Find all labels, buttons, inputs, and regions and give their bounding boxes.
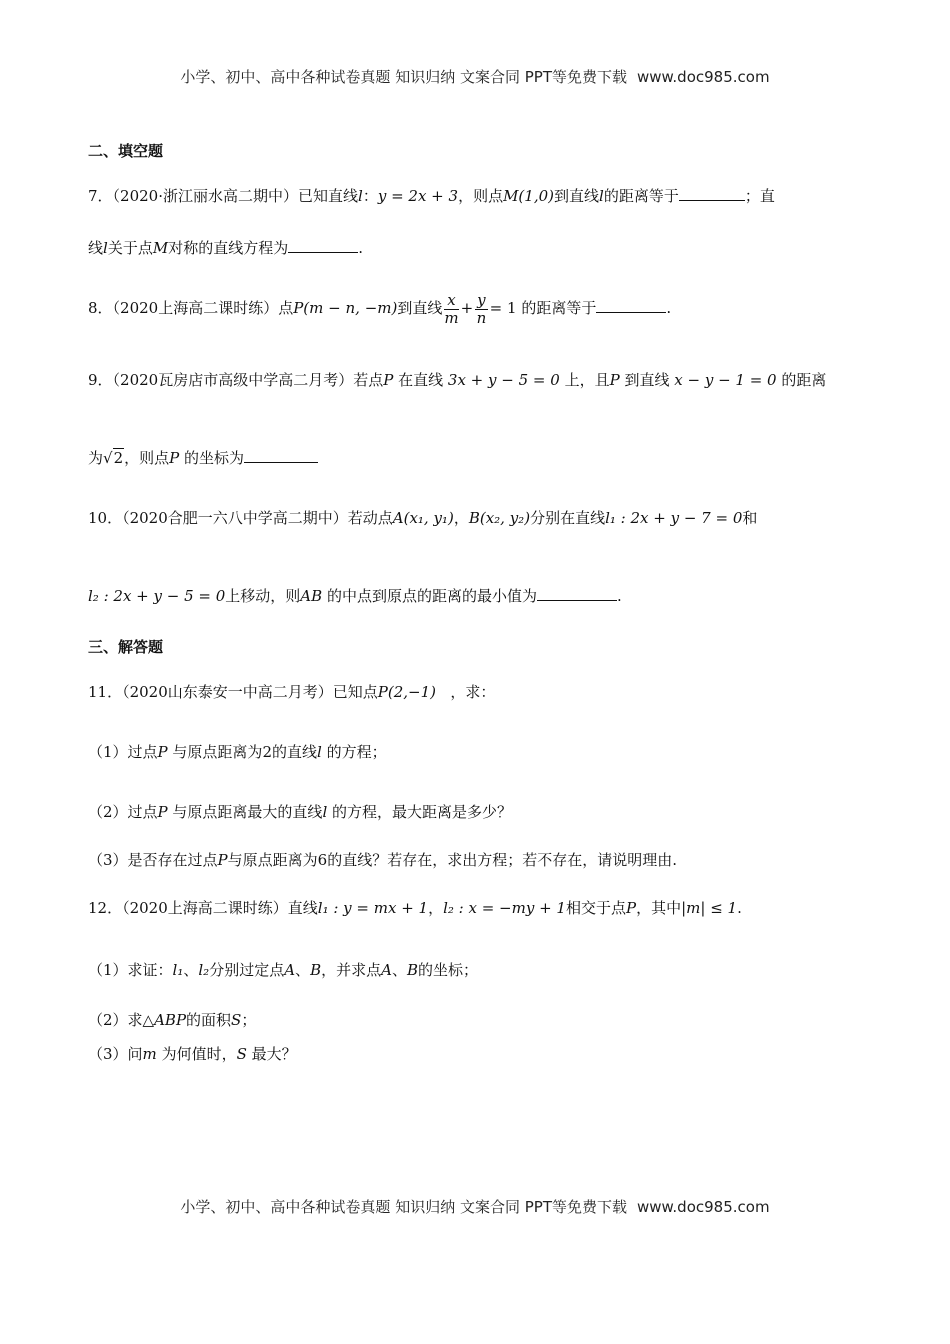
q11-point-p: P(2,−1)	[377, 683, 436, 701]
page-header	[0, 66, 950, 87]
q9-line-equation-2: x − y − 1 = 0	[674, 371, 777, 389]
q12-condition: |m| ≤ 1	[681, 899, 738, 917]
question-9-line-2: 为√2，则点P 的坐标为	[88, 448, 318, 468]
page-footer	[0, 1196, 950, 1217]
question-7-line-2: 线l关于点M对称的直线方程为 .	[88, 239, 363, 257]
section-fill-in-title: 二、填空题	[88, 142, 164, 160]
q10-line-l1: l₁ : 2x + y − 7 = 0	[605, 509, 743, 527]
footer-text: 小学、初中、高中各种试卷真题 知识归纳 文案合同 PPT等免费下载	[180, 1198, 627, 1216]
q9-line-equation-1: 3x + y − 5 = 0	[447, 371, 560, 389]
question-8: 8．（2020上海高二课时练）点P(m − n, −m)到直线 $\frac{x}{m}$ + $\frac{y}{n}$ = 1 的距离等于 .	[88, 290, 672, 327]
question-10-line-1: 10．（2020合肥一六八中学高二期中）若动点A(x₁, y₁)，B(x₂, y₂)分别在直线l₁ : 2x + y − 7 = 0和	[88, 509, 758, 527]
q10-point-b: B(x₂, y₂)	[468, 509, 531, 527]
q10-answer-blank[interactable]	[537, 586, 617, 601]
question-11: 11．（2020山东泰安一中高二月考）已知点P(2,−1) ，求：	[88, 683, 496, 701]
q9-sqrt-2: √2	[103, 449, 124, 467]
question-12-part-2: （2）求△ABP的面积S；	[88, 1011, 257, 1029]
q7-line-equation: y = 2x + 3	[377, 187, 459, 205]
footer-url[interactable]: www.doc985.com	[636, 1198, 770, 1216]
question-10-line-2: l₂ : 2x + y − 5 = 0上移动，则AB 的中点到原点的距离的最小值为 .	[88, 587, 622, 605]
question-12-part-3: （3）问m 为何值时，S 最大？	[88, 1045, 297, 1063]
question-7-line-1: 7．（2020·浙江丽水高二期中）已知直线l：y = 2x + 3，则点M(1,0)到直线l的距离等于 ；直	[88, 187, 775, 205]
q10-point-a: A(x₁, y₁)	[392, 509, 454, 527]
question-9-line-1: 9．（2020瓦房店市高级中学高二月考）若点P 在直线 3x + y − 5 = 0 上，且P 到直线 x − y − 1 = 0 的距离	[88, 371, 827, 389]
q9-answer-blank[interactable]	[244, 448, 318, 463]
q10-line-l2: l₂ : 2x + y − 5 = 0	[88, 587, 226, 605]
question-11-part-3: （3）是否存在过点P与原点距离为6的直线？若存在，求出方程；若不存在，请说明理由.	[88, 851, 677, 869]
q12-line-l2: l₂ : x = −my + 1	[443, 899, 566, 917]
section-answer-title: 三、解答题	[88, 638, 164, 656]
question-11-part-1: （1）过点P 与原点距离为2的直线l 的方程；	[88, 743, 387, 761]
q8-answer-blank[interactable]	[596, 298, 666, 313]
q7-point-m: M(1,0)	[503, 187, 554, 205]
header-url[interactable]: www.doc985.com	[636, 68, 770, 86]
q7-answer-blank-1[interactable]	[679, 186, 745, 201]
q8-fraction-x-over-m: $\frac{x}{m}$	[444, 290, 459, 327]
q8-point-p: P(m − n, −m)	[293, 299, 398, 317]
question-12: 12．（2020上海高二课时练）直线l₁ : y = mx + 1，l₂ : x = −my + 1相交于点P，其中|m| ≤ 1.	[88, 899, 742, 917]
q12-line-l1: l₁ : y = mx + 1	[317, 899, 429, 917]
q8-fraction-y-over-n: $\frac{y}{n}$	[476, 290, 487, 327]
header-text: 小学、初中、高中各种试卷真题 知识归纳 文案合同 PPT等免费下载	[180, 68, 627, 86]
q7-answer-blank-2[interactable]	[288, 238, 358, 253]
question-12-part-1: （1）求证：l₁、l₂分别过定点A、B，并求点A、B的坐标；	[88, 961, 479, 979]
question-11-part-2: （2）过点P 与原点距离最大的直线l 的方程，最大距离是多少？	[88, 803, 513, 821]
